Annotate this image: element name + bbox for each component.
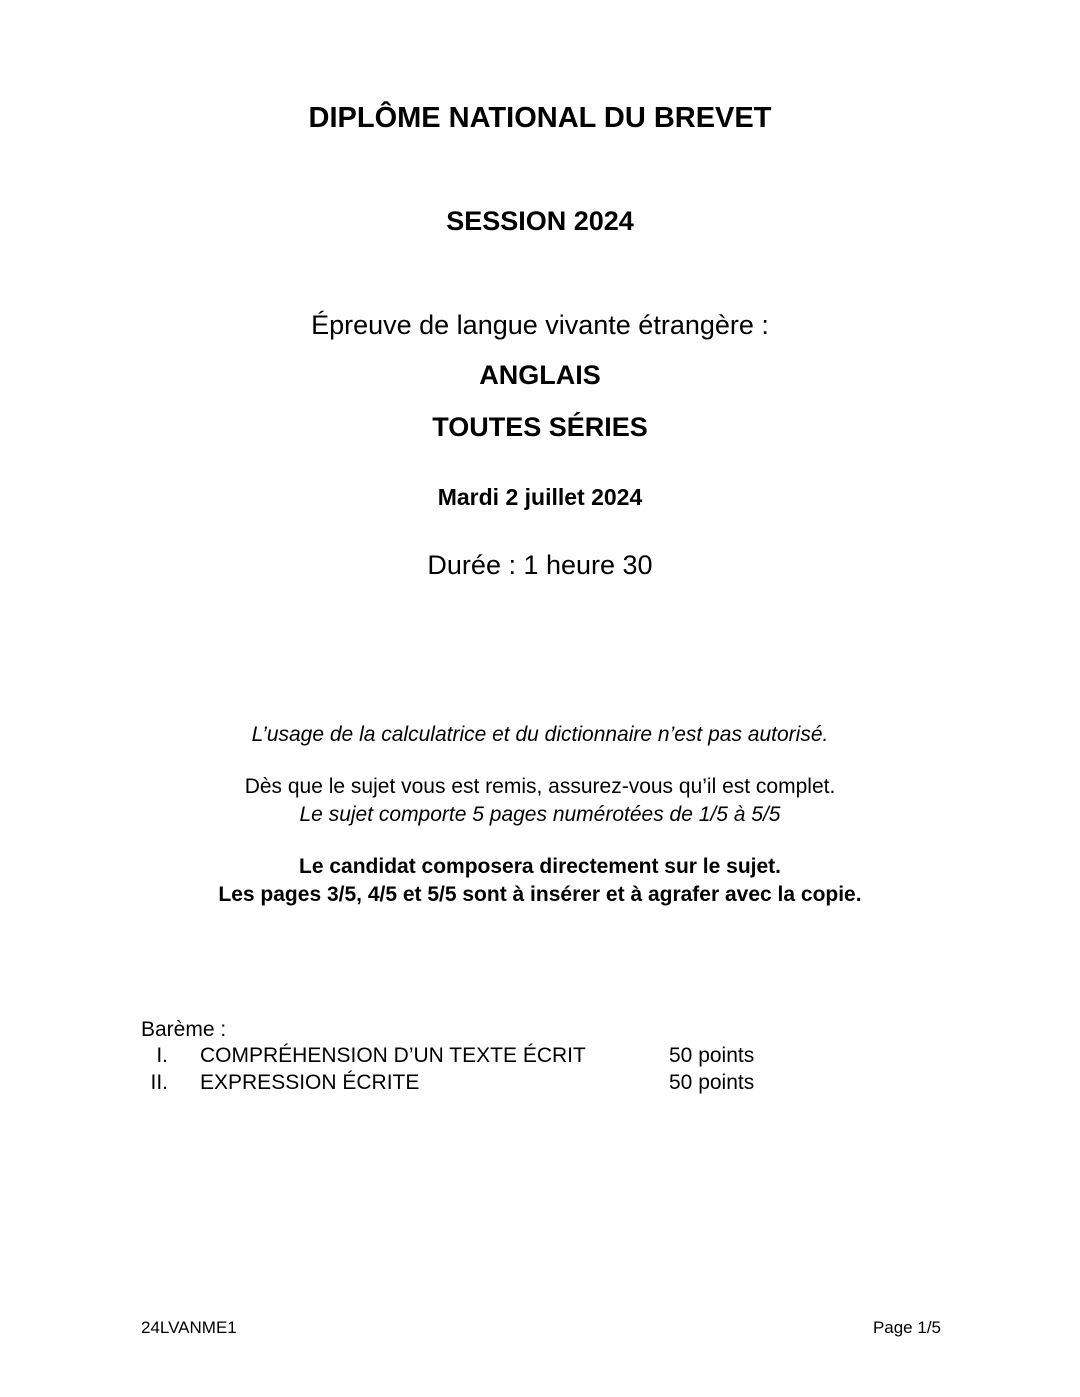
bareme-row-label: EXPRESSION ÉCRITE xyxy=(200,1071,420,1094)
exam-duration: Durée : 1 heure 30 xyxy=(427,550,653,580)
document-code: 24LVANME1 xyxy=(141,1318,237,1337)
bareme-row-label: COMPRÉHENSION D’UN TEXTE ÉCRIT xyxy=(200,1044,586,1067)
session-label: SESSION 2024 xyxy=(446,206,634,236)
completeness-notice: Dès que le sujet vous est remis, assurez-vous qu’il est complet. xyxy=(244,775,836,798)
bareme-label: Barème : xyxy=(141,1018,227,1041)
subject-name: ANGLAIS xyxy=(479,360,601,390)
bareme-row-number: II. xyxy=(150,1071,168,1094)
page-number: Page 1/5 xyxy=(872,1318,941,1337)
bareme-row-points: 50 points xyxy=(669,1044,755,1067)
exam-date: Mardi 2 juillet 2024 xyxy=(437,484,643,510)
page-count-notice: Le sujet comporte 5 pages numérotées de 1/5 à 5/5 xyxy=(299,803,781,826)
staple-notice: Les pages 3/5, 4/5 et 5/5 sont à insérer et à agrafer avec la copie. xyxy=(218,883,862,906)
candidate-notice: Le candidat composera directement sur le sujet. xyxy=(299,855,781,878)
exam-type: Épreuve de langue vivante étrangère : xyxy=(311,310,769,340)
series-label: TOUTES SÉRIES xyxy=(432,412,648,442)
document-title: DIPLÔME NATIONAL DU BREVET xyxy=(308,102,772,134)
bareme-row-points: 50 points xyxy=(669,1071,755,1094)
bareme-row-number: I. xyxy=(156,1044,168,1067)
calculator-notice: L’usage de la calculatrice et du dictionnaire n’est pas autorisé. xyxy=(251,723,829,746)
